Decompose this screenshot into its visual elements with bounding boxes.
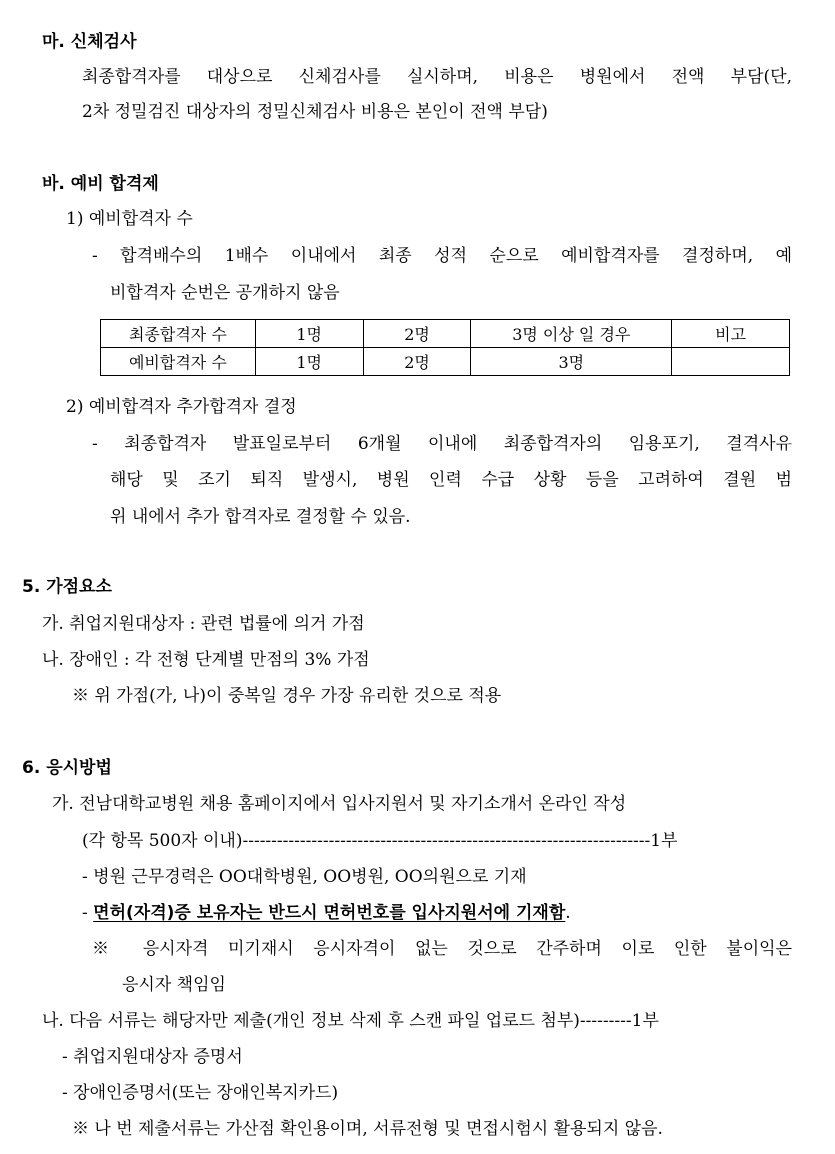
section6-dash1: - 병원 근무경력은 OO대학병원, OO병원, OO의원으로 기재 <box>82 867 527 887</box>
section5-note: ※ 위 가점(가, 나)이 중복일 경우 가장 유리한 것으로 적용 <box>72 686 502 706</box>
section6-na-line: 나. 다음 서류는 해당자만 제출(개인 정보 삭제 후 스캔 파일 업로드 첨부)---------1부 <box>42 1011 659 1031</box>
section6-ga-line1: 가. 전남대학교병원 채용 홈페이지에서 입사지원서 및 자기소개서 온라인 작성 <box>52 794 627 814</box>
dash2-suffix: . <box>565 903 571 923</box>
section-ba-item2-title: 2) 예비합격자 추가합격자 결정 <box>66 397 297 417</box>
section-ba-item1-title: 1) 예비합격자 수 <box>66 209 193 229</box>
section-ba-item1-line2: 비합격자 순번은 공개하지 않음 <box>110 283 340 303</box>
table-cell: 예비합격자 수 <box>101 348 256 376</box>
section-ma-line2: 2차 정밀검진 대상자의 정밀신체검사 비용은 본인이 전액 부담) <box>82 102 548 122</box>
table-header-row <box>101 320 790 348</box>
license-notice-emphasis: 면허(자격)증 보유자는 반드시 면허번호를 입사지원서에 기재함 <box>93 903 566 923</box>
table-cell: 1명 <box>255 348 363 376</box>
section-ba-item2-line2: 해당 및 조기 퇴직 발생시, 병원 인력 수급 상황 등을 고려하여 결원 범 <box>110 470 792 490</box>
table-cell <box>672 348 790 376</box>
section5-ga: 가. 취업지원대상자 : 관련 법률에 의거 가점 <box>42 614 365 634</box>
table-cell: 비고 <box>672 320 790 348</box>
section6-dash2 <box>82 902 571 924</box>
section5-title: 5. 가점요소 <box>22 577 112 597</box>
section6-note1-line1: ※ 응시자격 미기재시 응시자격이 없는 것으로 간주하며 이로 인한 불이익은 <box>92 939 792 959</box>
section6-na-d2: - 장애인증명서(또는 장애인복지카드) <box>62 1083 339 1103</box>
section6-note1-line2: 응시자 책임임 <box>122 975 226 995</box>
reserve-table <box>100 319 790 376</box>
table-cell: 최종합격자 수 <box>101 320 256 348</box>
section5-na: 나. 장애인 : 각 전형 단계별 만점의 3% 가점 <box>42 650 370 670</box>
dash2-prefix: - <box>82 903 94 923</box>
table-row <box>101 348 790 376</box>
table-cell: 2명 <box>363 348 471 376</box>
section6-title: 6. 응시방법 <box>22 758 112 778</box>
section6-ga-line2: (각 항목 500자 이내)-----------------------------------------------------------------------1부 <box>82 831 678 851</box>
section6-na-d1: - 취업지원대상자 증명서 <box>62 1047 243 1067</box>
table-cell: 3명 <box>471 348 672 376</box>
table-cell: 3명 이상 일 경우 <box>471 320 672 348</box>
section-ba-item1-line1: - 합격배수의 1배수 이내에서 최종 성적 순으로 예비합격자를 결정하며, 예 <box>92 246 792 266</box>
section-ma-title: 마. 신체검사 <box>42 32 137 52</box>
section-ma-line1: 최종합격자를 대상으로 신체검사를 실시하며, 비용은 병원에서 전액 부담(단, <box>82 67 792 87</box>
section-ba-item2-line3: 위 내에서 추가 합격자로 결정할 수 있음. <box>110 507 411 527</box>
table-cell: 1명 <box>255 320 363 348</box>
table-cell: 2명 <box>363 320 471 348</box>
section-ba-title: 바. 예비 합격제 <box>42 174 159 194</box>
section-ba-item2-line1: - 최종합격자 발표일로부터 6개월 이내에 최종합격자의 임용포기, 결격사유 <box>92 434 792 454</box>
section6-note2: ※ 나 번 제출서류는 가산점 확인용이며, 서류전형 및 면접시험시 활용되지 않음. <box>72 1119 663 1139</box>
